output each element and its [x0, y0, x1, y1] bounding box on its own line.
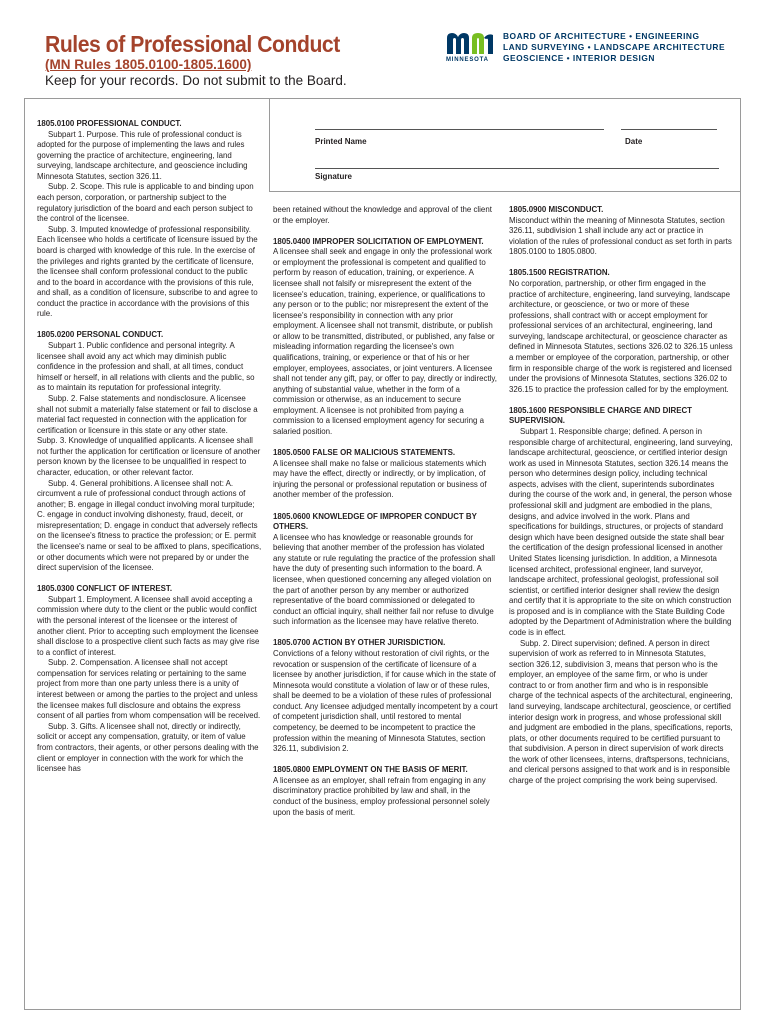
signature-line[interactable] — [315, 168, 719, 169]
board-line: BOARD OF ARCHITECTURE • ENGINEERING — [503, 31, 700, 41]
logo-n-shape — [472, 33, 484, 54]
logo-wordmark: MINNESOTA — [446, 57, 489, 63]
date-line[interactable] — [621, 129, 717, 130]
rule-paragraph: Subpart 1. Purpose. This rule of professional conduct is adopted for the purpose of implementing the laws and rules governing the practice of architecture, engineering, land surveying, landscape architecture, and geoscience including Minnesota Statutes, section 326.11. — [37, 129, 248, 181]
rules-range: (MN Rules 1805.0100-1805.1600) — [45, 57, 252, 72]
logo-m-shape — [447, 33, 469, 54]
signature-box — [269, 98, 741, 192]
rules-column-3 — [509, 205, 733, 985]
printed-name-label: Printed Name — [315, 137, 367, 146]
rule-paragraph: A licensee as an employer, shall refrain from engaging in any discriminatory practice prohibited by law and shall, in the conduct of the business, employ professional personnel solely upon the basis of merit. — [273, 775, 490, 817]
section-1805-0400 — [273, 237, 499, 438]
section-1805-0300-continued — [273, 205, 499, 226]
section-1805-1600 — [509, 406, 733, 787]
rule-paragraph: Subp. 2. False statements and nondisclosure. A licensee shall not submit a materially false statement or fail to disclose a material fact requested in connection with the application for certification or licensure in this state or any other state. — [37, 393, 258, 435]
section-1805-0800 — [273, 765, 499, 818]
section-1805-0500 — [273, 448, 499, 501]
section-heading: 1805.0600 KNOWLEDGE OF IMPROPER CONDUCT BY OTHERS. — [273, 511, 477, 532]
board-line: LAND SURVEYING • LANDSCAPE ARCHITECTURE — [503, 42, 726, 52]
rule-paragraph: No corporation, partnership, or other firm engaged in the practice of architecture, engineering, land surveying, landscape architecture, or geoscience, or two or more of these professions, shall contract with or accept employment for professional services of an architectural, engineering, land surveying, landscape architectural, or geoscience character as defined in Minnesota Statutes, sections 326.02 to 326.15 unless a member or employee of the corporation, partnership, or other firm in responsible charge of the work is registered and licensed under the provisions of Minnesota Statutes, sections 326.02 to 326.15 to practice the profession called for by the employment. — [509, 278, 733, 394]
logo-n-tail — [484, 34, 493, 54]
rule-paragraph: been retained without the knowledge and approval of the client or the employer. — [273, 205, 492, 225]
rule-paragraph: Subp. 2. Direct supervision; defined. A person in direct supervision of work as referred to in Minnesota Statutes, section 326.12, subdivision 3, means that person who is the employer, an employee of the same firm, or who is under contract to or from another firm and who is in responsible charge of the technical aspects of the architectural, engineering, land surveying, landscape architectural, geoscience, or certified interior design work in progress, and whose professional skill and judgment are embodied in the plans, specifications, reports, plats, or other documents required to be certified pursuant to that subdivision. A person in direct supervision of work directs the work of other licensees, interns, draftspersons, technicians, and clerical persons assigned to that work and is in responsible charge of the project comprising the work being supervised. — [509, 638, 733, 786]
rule-paragraph: Subp. 2. Scope. This rule is applicable to and binding upon each person, corporation, or partnership subject to the regulatory jurisdiction of the board and each person subject to the control of the licensee. — [37, 182, 254, 224]
rule-paragraph: Subpart 1. Employment. A licensee shall avoid accepting a commission where duty to the client or the public would conflict with the personal interest of the licensee or the interest of another client. Prior to accepting such employment the licensee shall disclose to a prospective client such facts as may give rise to a conflict of interest. — [37, 594, 260, 657]
rule-paragraph: Subpart 1. Responsible charge; defined. A person in responsible charge of architectural, engineering, land surveying, landscape architectural, geoscience, or certified interior design work as used in Minnesota Statutes, section 326.14 means the person who determines design policy, including technical aspects, advises with the client, superintends subordinates during the course of the work and, in general, the person whose professional skill and judgment are embodied in the plans, designs, and advice involved in the work. Plans and specifications for buildings, structures, or projects of standard design which have been designed outside the state shall bear the certification of the design professional licensed in another United States licensing jurisdiction. In addition, a Minnesota licensed architect, professional engineer, land surveyor, landscape architect, professional geologist, professional soil scientist, or certified interior designer shall review the design and certify that it is appropriate to the site on which construction is proposed and is in compliance with the State Building Code adopted by the Department of Administration where the building code is in effect. — [509, 426, 733, 637]
section-1805-0100 — [37, 119, 262, 320]
section-heading: 1805.0300 CONFLICT OF INTEREST. — [37, 584, 173, 594]
section-heading: 1805.0200 PERSONAL CONDUCT. — [37, 330, 164, 340]
rule-paragraph: Misconduct within the meaning of Minnesota Statutes, section 326.11, subdivision 1 shall include any act or practice in violation of the rules of professional conduct as set forth in parts 1805.0100 to 1805.0800. — [509, 215, 732, 257]
section-1805-0600 — [273, 512, 499, 628]
board-line: GEOSCIENCE • INTERIOR DESIGN — [503, 53, 655, 63]
rule-paragraph: A licensee shall make no false or malicious statements which may have the effect, directly or indirectly, or by implication, of injuring the personal or professional reputation or business of another member of the profession. — [273, 458, 487, 500]
rule-paragraph: Convictions of a felony without restoration of civil rights, or the revocation or suspension of the certificate of licensure of a licensee by another jurisdiction, if for cause which in the state of Minnesota would constitute a violation of law or of these rules, shall be deemed to be a violation of these rules of professional conduct. Any licensee adjudged mentally incompetent by a court of competent jurisdiction shall, until restored to mental competency, be deemed to be incompetent to practice the profession within the meaning of Minnesota Statutes, section 326.11, subdivision 2. — [273, 648, 498, 754]
section-heading: 1805.0800 EMPLOYMENT ON THE BASIS OF MERIT. — [273, 765, 468, 775]
section-heading: 1805.0100 PROFESSIONAL CONDUCT. — [37, 119, 182, 128]
signature-label: Signature — [315, 172, 352, 181]
section-1805-0900 — [509, 205, 733, 258]
printed-name-line[interactable] — [315, 129, 604, 130]
section-1805-1500 — [509, 268, 733, 395]
rule-paragraph: Subp. 3. Imputed knowledge of professional responsibility. Each licensee who holds a certificate of licensure issued by the board is charged with knowledge of this rule. In the exercise of the privileges and rights granted by the certificate of licensure, the licensee shall conform professional conduct to the public and to the board in accordance with the provisions of this rule, and shall, as a condition of licensure, subscribe to and agree to conduct the practice in accordance with the provisions of this rule. — [37, 224, 258, 319]
keep-notice: Keep for your records. Do not submit to the Board. — [45, 73, 347, 88]
date-label: Date — [625, 137, 643, 146]
rule-paragraph: A licensee shall seek and engage in only the professional work or employment the professional is competent and qualified to perform by reason of education, training, or experience. A licensee shall not falsify or misrepresent the extent of the licensee's education, training, experience, or qualifications to any person or to the public; nor misrepresent the extent of the licensee's responsibility in connection with any prior employment. A licensee shall not transmit, distribute, or publish or allow to be transmitted, distributed, or published, any false or misleading information regarding the licensee's own qualifications, training, or experience or that of his or her employer, employees, associates, or joint venturers. A licensee shall not tender any gift, pay, or offer to pay, directly or indirectly, anything of substantial value, whether in the form of a commission or otherwise, as an inducement to secure employment. A licensee is not prohibited from paying a commission to a licensed employment agency for securing a salaried position. — [273, 247, 497, 437]
page-title: Rules of Professional Conduct — [45, 31, 340, 57]
section-heading: 1805.0500 FALSE OR MALICIOUS STATEMENTS. — [273, 448, 456, 458]
section-1805-0200 — [37, 330, 262, 573]
rule-paragraph: Subp. 3. Gifts. A licensee shall not, directly or indirectly, solicit or accept any compensation, gratuity, or item of value from contractors, their agents, or other persons dealing with the client or employer in connection with the work for which the licensee has — [37, 721, 259, 774]
board-name — [503, 31, 725, 64]
rule-paragraph: Subp. 2. Compensation. A licensee shall not accept compensation for services relating or pertaining to the same project from more than one party unless there is a unity of interest between or among the parties to the project and unless the licensee makes full disclosure and obtains the express consent of all parties from whom compensation will be received. — [37, 658, 261, 721]
rule-paragraph: Subp. 3. Knowledge of unqualified applicants. A licensee shall not further the application for certification or licensure of another person known by the licensee to be unqualified in respect to character, education, or other relevant factor. — [37, 436, 261, 477]
section-heading: 1805.1600 RESPONSIBLE CHARGE AND DIRECT SUPERVISION. — [509, 405, 692, 426]
rules-column-2 — [273, 205, 499, 985]
rule-paragraph: Subpart 1. Public confidence and personal integrity. A licensee shall avoid any act which may diminish public confidence in the profession and shall, at all times, conduct himself or herself, in all relations with clients and the public, so as to maintain its reputation for professional integrity. — [37, 341, 255, 393]
section-heading: 1805.0900 MISCONDUCT. — [509, 205, 604, 214]
rules-column-1 — [37, 119, 262, 1007]
section-heading: 1805.0700 ACTION BY OTHER JURISDICTION. — [273, 638, 446, 648]
section-heading: 1805.0400 IMPROPER SOLICITATION OF EMPLOYMENT. — [273, 236, 484, 246]
rule-paragraph: Subp. 4. General prohibitions. A licensee shall not: A. circumvent a rule of professional conduct through actions of another; B. engage in illegal conduct involving moral turpitude; C. engage in conduct involving dishonesty, fraud, deceit, or misrepresentation; D. engage in conduct that adversely reflects on the licensee's fitness to practice the profession; or E. permit the licensee's name or seal to be affixed to plans, specifications, or other documents which were not prepared by or under the direct supervision of the licensee. — [37, 478, 262, 573]
section-heading: 1805.1500 REGISTRATION. — [509, 268, 610, 278]
rule-paragraph: A licensee who has knowledge or reasonable grounds for believing that another member of the profession has violated any statute or rule regulating the practice of the profession shall have the duty of presenting such information to the board. A licensee, when questioned concerning any alleged violation on the part of another person by any member or authorized representative of the board commissioned or delegated to conduct an official inquiry, shall neither fail nor refuse to divulge such information as the licensee may have relative thereto. — [273, 532, 495, 627]
section-1805-0700 — [273, 638, 499, 754]
section-1805-0300 — [37, 584, 262, 774]
